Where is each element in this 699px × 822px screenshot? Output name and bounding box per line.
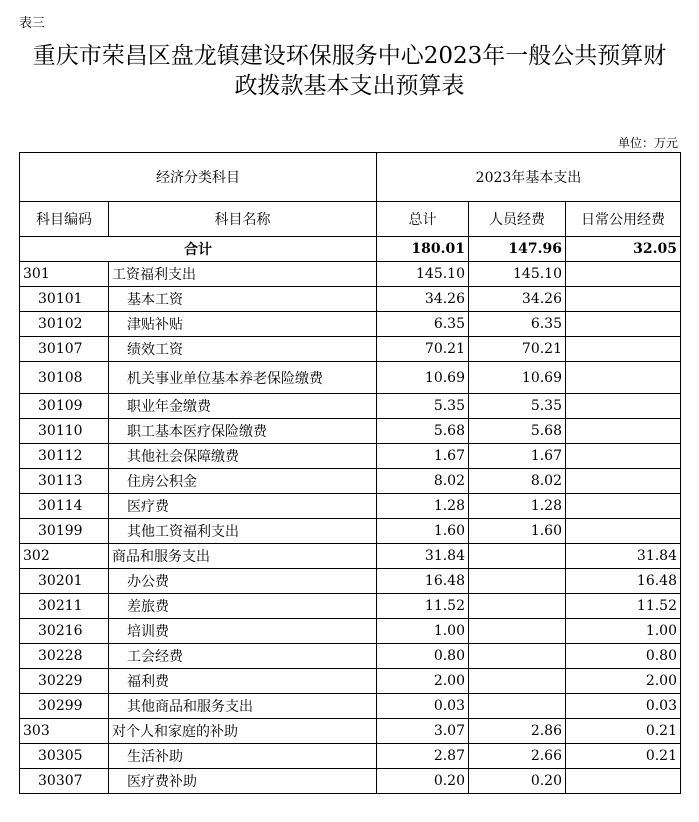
table-row xyxy=(20,519,681,544)
total-label: 合计 xyxy=(20,237,377,262)
header-name: 科目名称 xyxy=(109,202,377,237)
row-code: 30305 xyxy=(20,744,109,769)
row-public xyxy=(566,394,681,419)
row-total: 5.35 xyxy=(377,394,469,419)
row-personnel: 2.86 xyxy=(469,719,566,744)
row-personnel: 1.60 xyxy=(469,519,566,544)
row-name: 其他工资福利支出 xyxy=(109,519,377,544)
table-row xyxy=(20,337,681,362)
table-row xyxy=(20,394,681,419)
row-code: 30216 xyxy=(20,619,109,644)
page-title-line1: 重庆市荣昌区盘龙镇建设环保服务中心2023年一般公共预算财 xyxy=(32,43,667,69)
row-public xyxy=(566,287,681,312)
row-name: 其他社会保障缴费 xyxy=(109,444,377,469)
table-row xyxy=(20,569,681,594)
row-name: 医疗费 xyxy=(109,494,377,519)
row-name: 福利费 xyxy=(109,669,377,694)
row-code: 30108 xyxy=(20,362,109,394)
row-public xyxy=(566,769,681,794)
row-total: 145.10 xyxy=(377,262,469,287)
row-personnel xyxy=(469,594,566,619)
row-code: 30228 xyxy=(20,644,109,669)
row-public: 2.00 xyxy=(566,669,681,694)
row-personnel: 0.20 xyxy=(469,769,566,794)
row-code: 30201 xyxy=(20,569,109,594)
row-public: 0.21 xyxy=(566,719,681,744)
row-code: 30109 xyxy=(20,394,109,419)
row-total: 70.21 xyxy=(377,337,469,362)
row-public xyxy=(566,494,681,519)
header-group-row xyxy=(20,153,681,202)
row-total: 10.69 xyxy=(377,362,469,394)
table-row xyxy=(20,644,681,669)
row-total: 34.26 xyxy=(377,287,469,312)
row-personnel: 70.21 xyxy=(469,337,566,362)
row-name: 基本工资 xyxy=(109,287,377,312)
table-row xyxy=(20,719,681,744)
row-personnel xyxy=(469,569,566,594)
row-public xyxy=(566,312,681,337)
row-public: 16.48 xyxy=(566,569,681,594)
row-name: 对个人和家庭的补助 xyxy=(109,719,377,744)
row-code: 301 xyxy=(20,262,109,287)
table-row xyxy=(20,469,681,494)
table-row xyxy=(20,744,681,769)
row-personnel: 5.68 xyxy=(469,419,566,444)
row-personnel: 10.69 xyxy=(469,362,566,394)
row-code: 30229 xyxy=(20,669,109,694)
row-name: 工会经费 xyxy=(109,644,377,669)
table-row xyxy=(20,444,681,469)
row-code: 30299 xyxy=(20,694,109,719)
row-code: 30101 xyxy=(20,287,109,312)
header-public: 日常公用经费 xyxy=(566,202,681,237)
header-personnel: 人员经费 xyxy=(469,202,566,237)
table-row xyxy=(20,619,681,644)
row-public xyxy=(566,362,681,394)
row-public: 1.00 xyxy=(566,619,681,644)
row-personnel: 2.66 xyxy=(469,744,566,769)
row-name: 职业年金缴费 xyxy=(109,394,377,419)
row-code: 302 xyxy=(20,544,109,569)
row-total: 0.03 xyxy=(377,694,469,719)
header-total: 总计 xyxy=(377,202,469,237)
row-code: 30110 xyxy=(20,419,109,444)
row-personnel xyxy=(469,644,566,669)
table-row xyxy=(20,419,681,444)
row-total: 1.67 xyxy=(377,444,469,469)
row-public: 0.03 xyxy=(566,694,681,719)
row-name: 住房公积金 xyxy=(109,469,377,494)
row-personnel: 6.35 xyxy=(469,312,566,337)
row-code: 30199 xyxy=(20,519,109,544)
row-personnel: 145.10 xyxy=(469,262,566,287)
row-code: 30113 xyxy=(20,469,109,494)
row-total: 5.68 xyxy=(377,419,469,444)
row-public xyxy=(566,262,681,287)
row-public xyxy=(566,337,681,362)
row-public: 11.52 xyxy=(566,594,681,619)
row-total: 1.60 xyxy=(377,519,469,544)
header-basic-expenditure: 2023年基本支出 xyxy=(377,153,681,202)
table-row xyxy=(20,669,681,694)
row-name: 津贴补贴 xyxy=(109,312,377,337)
table-row xyxy=(20,287,681,312)
header-column-row xyxy=(20,202,681,237)
row-name: 职工基本医疗保险缴费 xyxy=(109,419,377,444)
row-code: 30307 xyxy=(20,769,109,794)
row-public xyxy=(566,444,681,469)
row-total: 11.52 xyxy=(377,594,469,619)
row-code: 30102 xyxy=(20,312,109,337)
row-public xyxy=(566,519,681,544)
row-public: 0.80 xyxy=(566,644,681,669)
page-title-line2: 政拨款基本支出预算表 xyxy=(234,73,465,99)
row-total: 3.07 xyxy=(377,719,469,744)
row-public: 31.84 xyxy=(566,544,681,569)
row-name: 绩效工资 xyxy=(109,337,377,362)
row-name: 其他商品和服务支出 xyxy=(109,694,377,719)
row-total: 8.02 xyxy=(377,469,469,494)
row-code: 30107 xyxy=(20,337,109,362)
table-row xyxy=(20,594,681,619)
row-total: 0.80 xyxy=(377,644,469,669)
row-personnel xyxy=(469,694,566,719)
header-code: 科目编码 xyxy=(20,202,109,237)
table-label: 表三 xyxy=(19,16,46,31)
table-row xyxy=(20,262,681,287)
total-value: 180.01 xyxy=(377,237,469,262)
row-personnel: 8.02 xyxy=(469,469,566,494)
row-total: 31.84 xyxy=(377,544,469,569)
row-name: 培训费 xyxy=(109,619,377,644)
row-public xyxy=(566,419,681,444)
row-personnel: 1.67 xyxy=(469,444,566,469)
row-personnel: 5.35 xyxy=(469,394,566,419)
row-public xyxy=(566,469,681,494)
row-personnel xyxy=(469,619,566,644)
total-public: 32.05 xyxy=(566,237,681,262)
row-name: 工资福利支出 xyxy=(109,262,377,287)
row-personnel xyxy=(469,544,566,569)
row-code: 30112 xyxy=(20,444,109,469)
row-personnel: 34.26 xyxy=(469,287,566,312)
table-row xyxy=(20,312,681,337)
table-row xyxy=(20,544,681,569)
row-total: 1.28 xyxy=(377,494,469,519)
row-name: 差旅费 xyxy=(109,594,377,619)
table-row xyxy=(20,769,681,794)
row-total: 2.87 xyxy=(377,744,469,769)
row-public: 0.21 xyxy=(566,744,681,769)
table-row xyxy=(20,362,681,394)
row-name: 医疗费补助 xyxy=(109,769,377,794)
row-name: 商品和服务支出 xyxy=(109,544,377,569)
row-code: 30211 xyxy=(20,594,109,619)
unit-note: 单位：万元 xyxy=(617,136,678,150)
row-code: 303 xyxy=(20,719,109,744)
row-name: 办公费 xyxy=(109,569,377,594)
row-total: 2.00 xyxy=(377,669,469,694)
table-row xyxy=(20,694,681,719)
row-name: 生活补助 xyxy=(109,744,377,769)
total-row xyxy=(20,237,681,262)
row-total: 0.20 xyxy=(377,769,469,794)
row-personnel: 1.28 xyxy=(469,494,566,519)
row-code: 30114 xyxy=(20,494,109,519)
header-economic-classification: 经济分类科目 xyxy=(20,153,377,202)
row-total: 16.48 xyxy=(377,569,469,594)
budget-table xyxy=(19,152,681,794)
row-total: 1.00 xyxy=(377,619,469,644)
row-name: 机关事业单位基本养老保险缴费 xyxy=(109,362,377,394)
total-personnel: 147.96 xyxy=(469,237,566,262)
row-personnel xyxy=(469,669,566,694)
table-row xyxy=(20,494,681,519)
row-total: 6.35 xyxy=(377,312,469,337)
